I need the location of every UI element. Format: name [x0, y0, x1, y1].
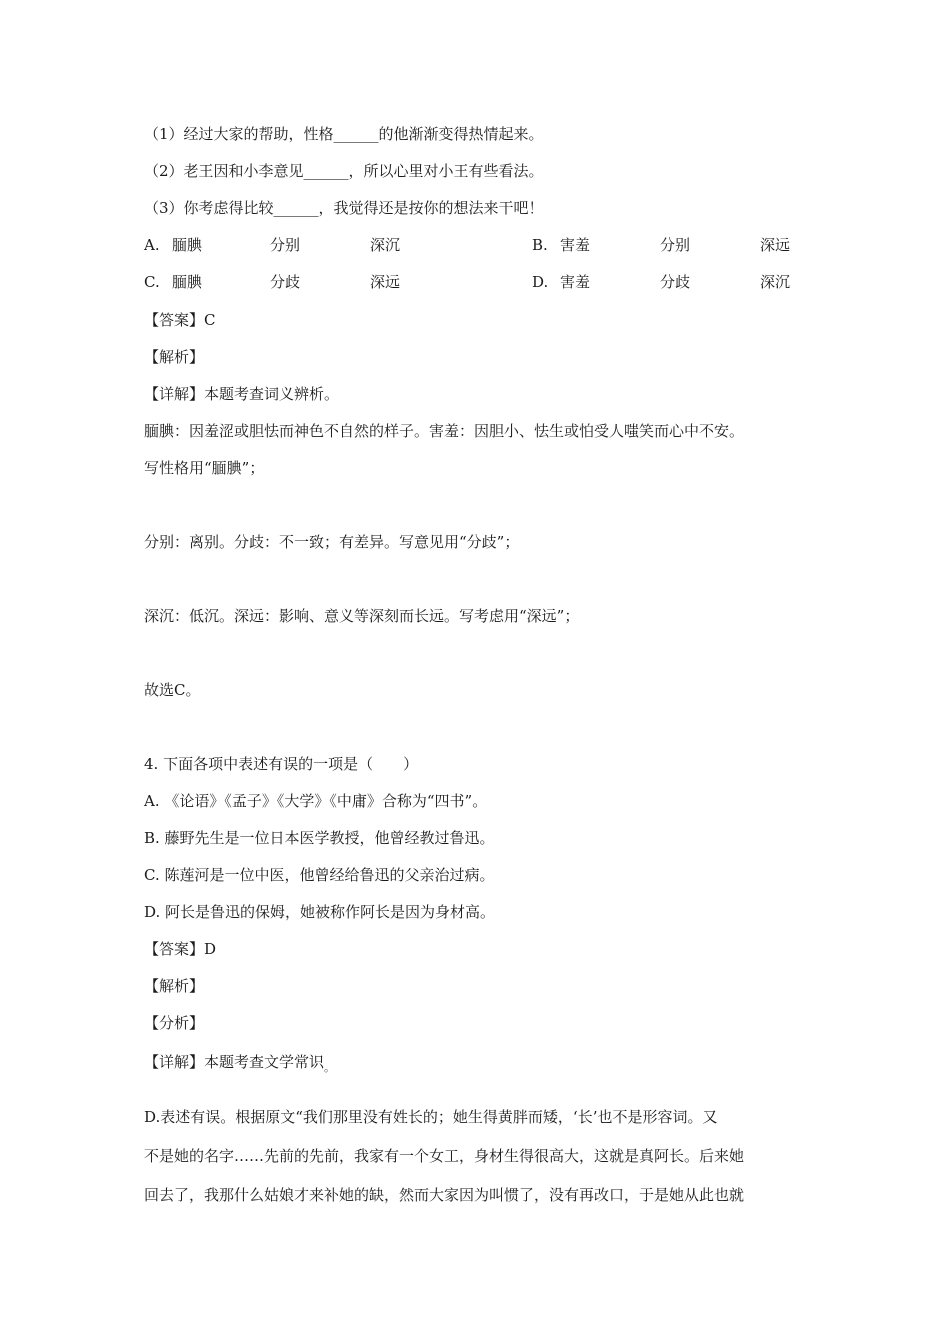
q3-answer: 【答案】C: [144, 311, 216, 329]
q3-options-row-2: [144, 272, 844, 292]
option-d-word-3: 深沉: [760, 273, 791, 291]
option-b-word-1: 害羞: [560, 236, 591, 254]
q3-sentence-2: （2）老王因和小李意见______，所以心里对小王有些看法。: [144, 162, 544, 180]
option-letter-a: A.: [144, 236, 160, 254]
q3-explain-3: 分别：离别。分歧：不一致；有差异。写意见用“分歧”；: [144, 533, 520, 551]
q4-question: 4. 下面各项中表述有误的一项是（ ）: [144, 755, 419, 773]
option-letter-d: D.: [532, 273, 549, 291]
q3-conclusion: 故选C。: [144, 681, 201, 699]
option-c-word-1: 腼腆: [172, 273, 203, 291]
q3-sentence-1: （1）经过大家的帮助，性格______的他渐渐变得热情起来。: [144, 125, 544, 143]
option-d-word-1: 害羞: [560, 273, 591, 291]
option-a-word-1: 腼腆: [172, 236, 203, 254]
option-b-word-3: 深远: [760, 236, 791, 254]
q4-paragraph-line-3: 回去了，我那什么姑娘才来补她的缺，然而大家因为叫惯了，没有再改口，于是她从此也就: [144, 1186, 745, 1204]
q4-detail-text: 【详解】本题考查文学常识: [144, 1053, 325, 1071]
q3-sentence-3: （3）你考虑得比较______，我觉得还是按你的想法来干吧！: [144, 199, 544, 217]
q4-option-c: C. 陈莲河是一位中医，他曾经给鲁迅的父亲治过病。: [144, 866, 495, 884]
option-c-word-3: 深远: [370, 273, 401, 291]
q3-analysis-label: 【解析】: [144, 348, 205, 366]
q3-explain-1: 腼腆：因羞涩或胆怯而神色不自然的样子。害羞：因胆小、怯生或怕受人嗤笑而心中不安。: [144, 422, 745, 440]
q4-analysis-label: 【解析】: [144, 977, 205, 995]
q4-option-d: D. 阿长是鲁迅的保姆，她被称作阿长是因为身材高。: [144, 903, 496, 921]
q4-answer: 【答案】D: [144, 940, 217, 958]
q4-detail-mark: 。: [324, 1061, 336, 1074]
option-a-word-2: 分别: [270, 236, 301, 254]
option-a-word-3: 深沉: [370, 236, 401, 254]
q3-explain-4: 深沉：低沉。深远：影响、意义等深刻而长远。写考虑用“深远”；: [144, 607, 580, 625]
q4-fenxi-label: 【分析】: [144, 1014, 205, 1032]
option-d-word-2: 分歧: [660, 273, 691, 291]
q4-paragraph-line-2: 不是她的名字……先前的先前，我家有一个女工，身材生得很高大，这就是真阿长。后来她: [144, 1147, 745, 1165]
q3-options-row-1: [144, 235, 844, 255]
q4-option-b: B. 藤野先生是一位日本医学教授，他曾经教过鲁迅。: [144, 829, 495, 847]
q3-explain-2: 写性格用“腼腆”；: [144, 459, 265, 477]
option-c-word-2: 分歧: [270, 273, 301, 291]
q3-detail: 【详解】本题考查词义辨析。: [144, 385, 340, 403]
option-b-word-2: 分别: [660, 236, 691, 254]
q4-detail: [144, 1052, 335, 1072]
q4-paragraph-line-1: D.表述有误。根据原文“我们那里没有姓长的；她生得黄胖而矮，‘长’也不是形容词。又: [144, 1108, 718, 1126]
q4-option-a: A. 《论语》《孟子》《大学》《中庸》合称为“四书”。: [144, 792, 488, 810]
option-letter-b: B.: [532, 236, 548, 254]
option-letter-c: C.: [144, 273, 160, 291]
